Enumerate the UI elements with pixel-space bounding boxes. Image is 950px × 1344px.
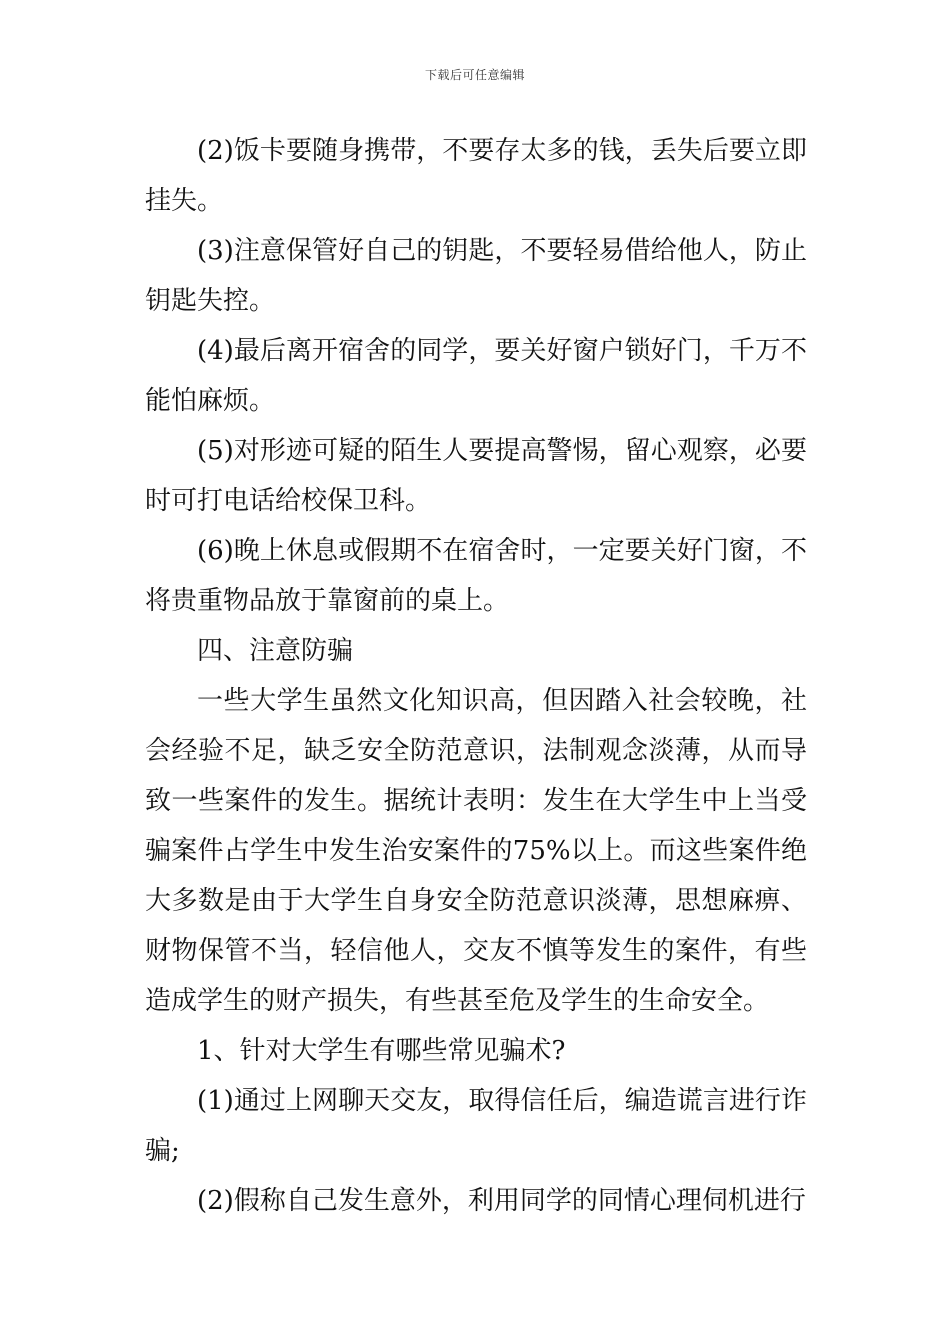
intro-paragraph: 一些大学生虽然文化知识高，但因踏入社会较晚，社会经验不足，缺乏安全防范意识，法制观念淡薄，从而导致一些案件的发生。据统计表明：发生在大学生中上当受骗案件占学生中发生治安案件的75%以上。而这些案件绝大多数是由于大学生自身安全防范意识淡薄，思想麻痹、财物保管不当，轻信他人，交友不慎等发生的案件，有些造成学生的财产损失，有些甚至危及学生的生命安全。 [145, 686, 807, 1016]
header-note: 下载后可任意编辑 [424, 68, 525, 82]
subsection-heading: 1、针对大学生有哪些常见骗术? [197, 1036, 566, 1066]
section-heading: 四、注意防骗 [197, 636, 354, 666]
paragraph-item-2: (2)饭卡要随身携带，不要存太多的钱，丢失后要立即挂失。 [145, 136, 807, 216]
document-body [145, 126, 807, 1226]
scam-item-1: (1)通过上网聊天交友，取得信任后，编造谎言进行诈骗; [145, 1086, 807, 1166]
paragraph-item-3: (3)注意保管好自己的钥匙，不要轻易借给他人，防止钥匙失控。 [145, 236, 807, 316]
paragraph-item-4: (4)最后离开宿舍的同学，要关好窗户锁好门，千万不能怕麻烦。 [145, 336, 807, 416]
paragraph-item-6: (6)晚上休息或假期不在宿舍时，一定要关好门窗，不将贵重物品放于靠窗前的桌上。 [145, 536, 807, 616]
paragraph-item-5: (5)对形迹可疑的陌生人要提高警惕，留心观察，必要时可打电话给校保卫科。 [145, 436, 807, 516]
scam-item-2: (2)假称自己发生意外，利用同学的同情心理伺机进行 [197, 1186, 806, 1216]
